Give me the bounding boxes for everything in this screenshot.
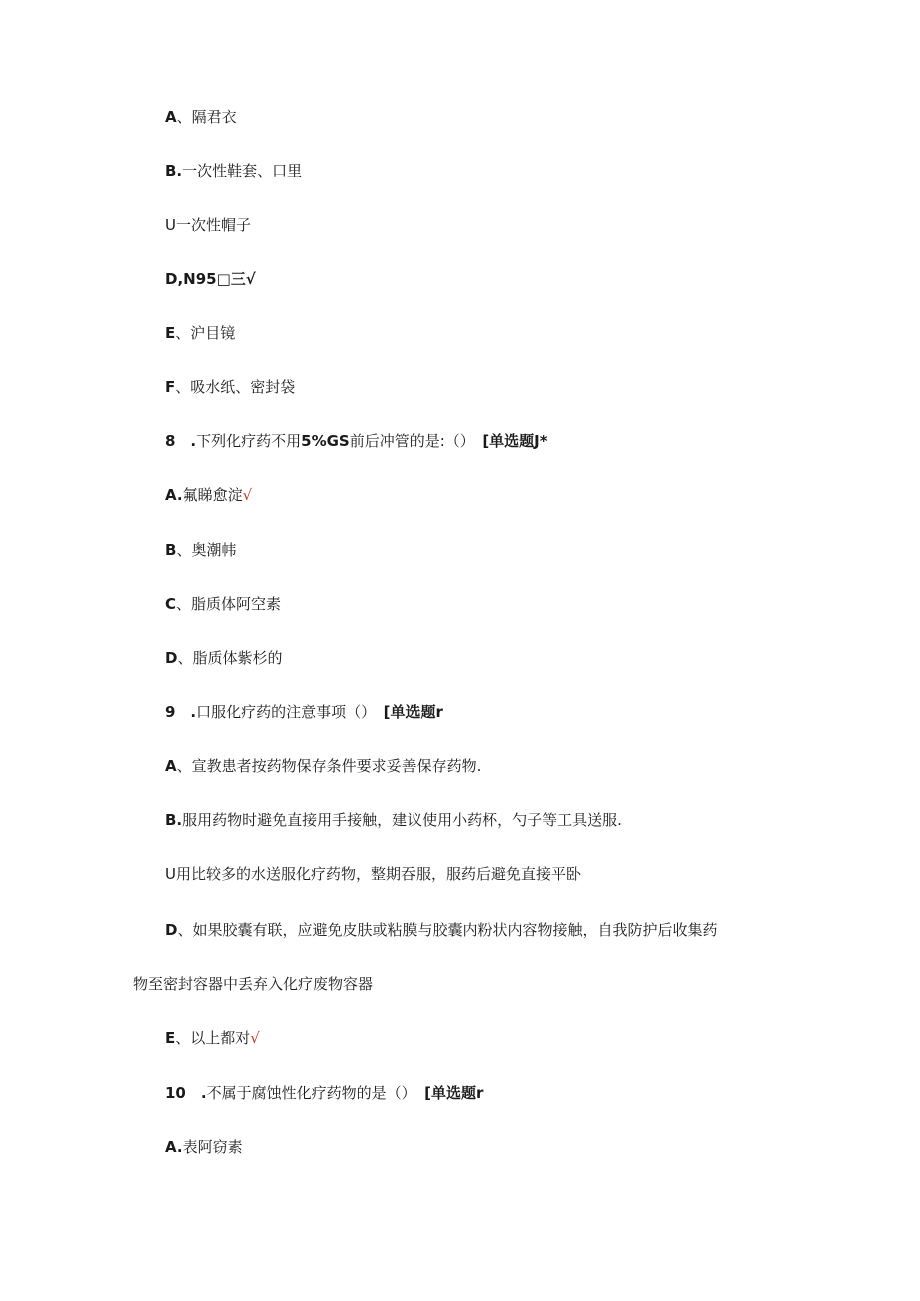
option-line [165, 648, 282, 668]
option-line [165, 377, 295, 397]
option-letter: C [165, 595, 177, 613]
option-text: 、奥潮帏 [176, 541, 237, 559]
option-text: 、脂质体阿空素 [176, 595, 282, 613]
question-text: 不属于腐蚀性化疗药物的是（） [206, 1084, 410, 1102]
question-line [165, 431, 548, 451]
option-text: 一次性鞋套、口里 [182, 162, 303, 180]
option-letter: B. [165, 162, 183, 180]
option-line [165, 594, 281, 614]
question-text: 下列化疗药不用 [196, 432, 302, 450]
option-text: 表阿窃素 [182, 1138, 243, 1156]
correct-check-mark: √ [250, 1029, 260, 1047]
option-text: 物至密封容器中丢弃入化疗废物容器 [133, 975, 374, 993]
option-line [165, 810, 622, 830]
option-line [165, 540, 236, 560]
correct-check-mark: √ [242, 486, 253, 504]
option-letter: A. [165, 1138, 183, 1156]
question-text: 前后冲管的是:（） [349, 432, 468, 450]
option-line [165, 920, 717, 940]
option-text: 服用药物时避免直接用手接触，建议使用小药杯，勺子等工具送服. [182, 811, 622, 829]
option-text: 、以上都对 [175, 1029, 251, 1047]
question-type-tag: [单选题r [424, 1084, 484, 1102]
question-number: 10 . [165, 1084, 207, 1102]
question-type-tag: [单选题J* [482, 432, 548, 450]
option-text: 氟睇愈淀 [182, 486, 243, 504]
option-text: 、隔君衣 [176, 108, 237, 126]
option-text: 、脂质体紫杉的 [177, 649, 283, 667]
option-letter: A [165, 757, 177, 775]
option-line [165, 161, 302, 181]
option-text: 、宣教患者按药物保存条件要求妥善保存药物. [176, 757, 482, 775]
option-text: 、沪目镜 [175, 324, 236, 342]
option-text: 、如果胶囊有联，应避免皮肤或粘膜与胶囊内粉状内容物接触，自我防护后收集药 [177, 921, 718, 939]
option-letter: B [165, 541, 177, 559]
option-continuation-line [133, 974, 373, 994]
option-text: D,N95□三√ [165, 270, 256, 288]
question-line [165, 702, 443, 722]
question-type-tag: [单选题r [383, 703, 443, 721]
option-line [165, 215, 251, 235]
option-letter: D [165, 649, 178, 667]
question-number: 8 . [165, 432, 197, 450]
question-number: 9 . [165, 703, 197, 721]
option-line [165, 485, 252, 505]
option-letter: F [165, 378, 176, 396]
option-letter: A [165, 108, 177, 126]
option-line [165, 1028, 260, 1048]
option-line [165, 107, 237, 127]
option-letter: A. [165, 486, 183, 504]
question-text: 口服化疗药的注意事项（） [196, 703, 369, 721]
question-text-bold: 5%GS [301, 432, 350, 450]
option-line [165, 323, 235, 343]
option-line [165, 1137, 243, 1157]
option-letter: E [165, 1029, 176, 1047]
option-text: U用比较多的水送服化疗药物，整期吞服，服药后避免直接平卧 [165, 865, 581, 883]
option-line [165, 864, 581, 884]
option-line [165, 756, 481, 776]
option-text: U一次性帽子 [165, 216, 251, 234]
option-letter: B. [165, 811, 183, 829]
option-letter: D [165, 921, 178, 939]
option-letter: E [165, 324, 176, 342]
question-line [165, 1083, 483, 1103]
option-line [165, 269, 256, 289]
option-text: 、吸水纸、密封袋 [175, 378, 296, 396]
